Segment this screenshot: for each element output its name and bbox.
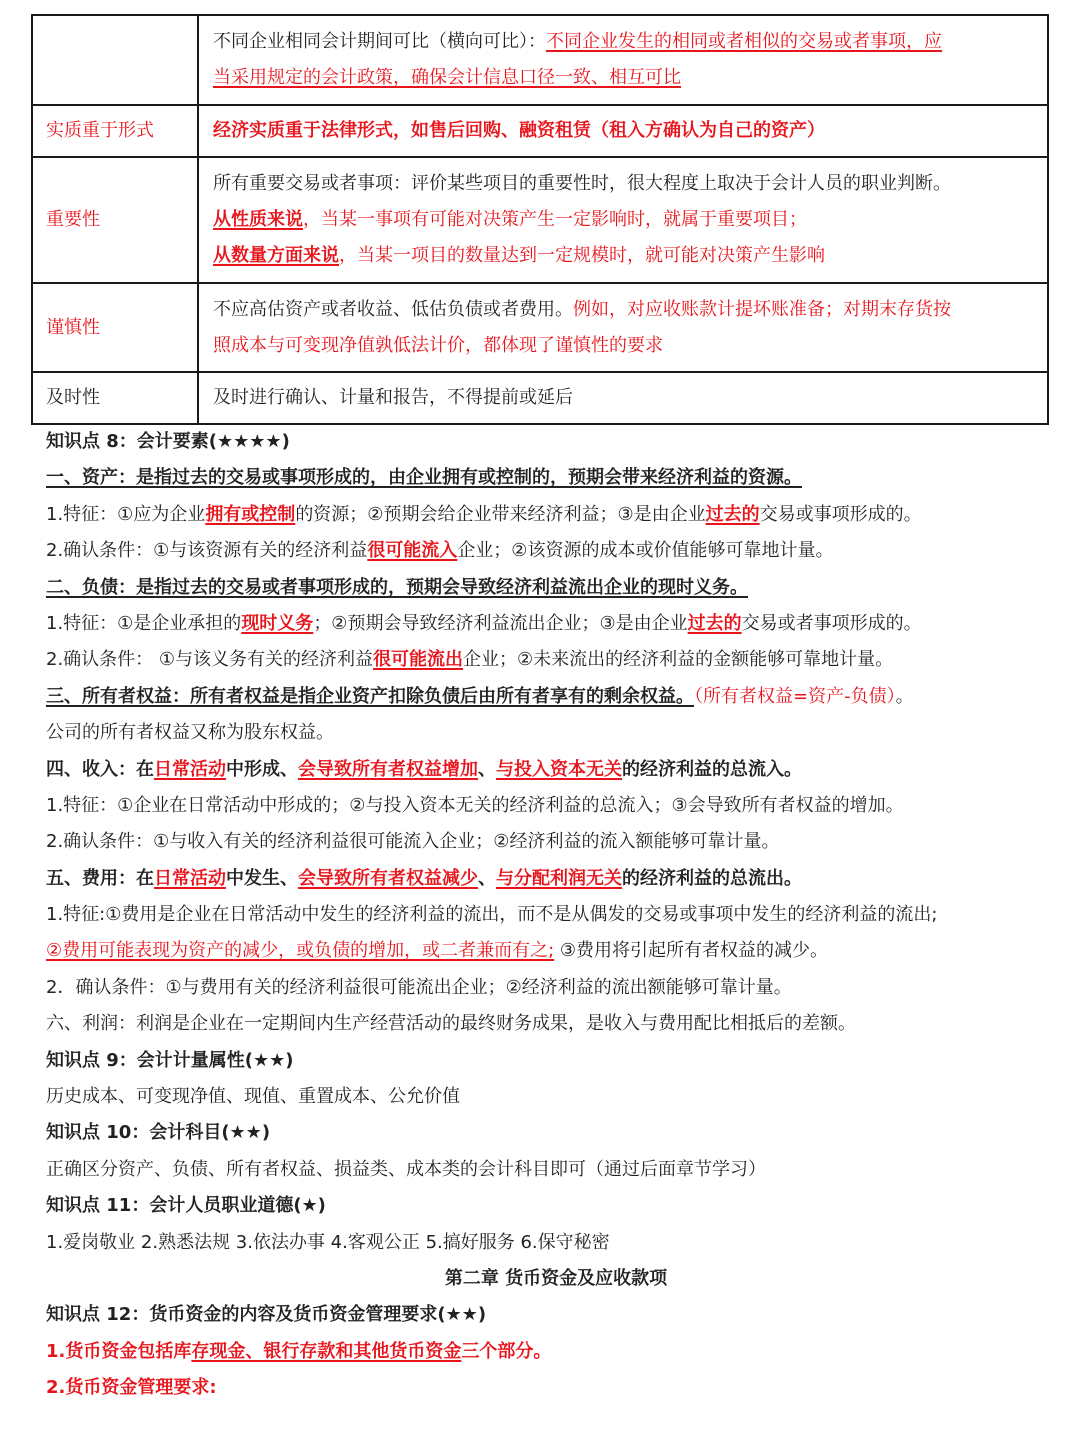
table-row: [32, 105, 1048, 157]
revenue-features: 1.特征：①企业在日常活动中形成的；②与投入资本无关的经济利益的总流入；③会导致所有者权益的增加。: [46, 794, 904, 816]
revenue-conditions: 2.确认条件：①与收入有关的经济利益很可能流入企业；②经济利益的流入额能够可靠计量。: [46, 831, 780, 853]
table-row: [32, 157, 1048, 283]
kp9-title: 知识点 9：会计计量属性(★★): [46, 1049, 294, 1071]
asset-heading: 一、资产：是指过去的交易或事项形成的，由企业拥有或控制的，预期会带来经济利益的资源。: [46, 467, 802, 489]
kp10-title: 知识点 10：会计科目(★★): [46, 1122, 271, 1144]
kp8-title: 知识点 8：会计要素(★★★★): [46, 431, 290, 452]
equity-note: 公司的所有者权益又称为股东权益。: [46, 722, 334, 744]
row-content: 及时进行确认、计量和报告，不得提前或延后: [198, 372, 1048, 424]
kp9-body: 历史成本、可变现净值、现值、重置成本、公允价值: [46, 1086, 460, 1108]
document-body: [46, 424, 1066, 1407]
liability-heading: 二、负债：是指过去的交易或者事项形成的，预期会导致经济利益流出企业的现时义务。: [46, 576, 748, 598]
row-label: 及时性: [32, 372, 198, 424]
asset-features: 1.特征：①应为企业拥有或控制的资源；②预期会给企业带来经济利益；③是由企业过去的交易或事项形成的。: [46, 503, 922, 525]
row-content: 不应高估资产或者收益、低估负债或者费用。例如，对应收账款计提坏账准备；对期末存货按 照成本与可变现净值孰低法计价，都体现了谨慎性的要求: [198, 283, 1048, 372]
chapter-title: 第二章 货币资金及应收款项: [444, 1267, 668, 1289]
profit-definition: 六、利润：利润是企业在一定期间内生产经营活动的最终财务成果，是收入与费用配比相抵后的差额。: [46, 1013, 856, 1035]
liability-features: 1.特征：①是企业承担的现时义务；②预期会导致经济利益流出企业；③是由企业过去的交易或者事项形成的。: [46, 612, 922, 634]
row-label: 实质重于形式: [32, 105, 198, 157]
row-label: 谨慎性: [32, 283, 198, 372]
table-row: [32, 15, 1048, 105]
expense-features-1: 1.特征:①费用是企业在日常活动中发生的经济利益的流出，而不是从偶发的交易或事项中发生的经济利益的流出;: [46, 904, 938, 926]
kp12-point-2: 2.货币资金管理要求:: [46, 1377, 217, 1399]
expense-features-2: ②费用可能表现为资产的减少，或负债的增加，或二者兼而有之; ③费用将引起所有者权益的减少。: [46, 940, 829, 962]
revenue-heading: 四、收入：在日常活动中形成、会导致所有者权益增加、与投入资本无关的经济利益的总流入。: [46, 758, 802, 780]
row-content: 经济实质重于法律形式，如售后回购、融资租赁（租入方确认为自己的资产）: [198, 105, 1048, 157]
table-row: [32, 283, 1048, 372]
kp11-title: 知识点 11：会计人员职业道德(★): [46, 1195, 326, 1217]
row-content: 所有重要交易或者事项：评价某些项目的重要性时，很大程度上取决于会计人员的职业判断。 从性质来说，当某一事项有可能对决策产生一定影响时，就属于重要项目； 从数量方面来说，当某一项目的数量达到一定规模时，就可能对决策产生影响: [198, 157, 1048, 283]
table-row: [32, 372, 1048, 424]
row-label: 重要性: [32, 157, 198, 283]
kp12-title: 知识点 12：货币资金的内容及货币资金管理要求(★★): [46, 1304, 487, 1326]
asset-conditions: 2.确认条件：①与该资源有关的经济利益很可能流入企业；②该资源的成本或价值能够可靠地计量。: [46, 540, 834, 562]
row-content: 不同企业相同会计期间可比（横向可比）：不同企业发生的相同或者相似的交易或者事项，应 当采用规定的会计政策，确保会计信息口径一致、相互可比: [198, 15, 1048, 105]
equity-heading: 三、所有者权益：所有者权益是指企业资产扣除负债后由所有者享有的剩余权益。（所有者权益=资产-负债）。: [46, 685, 914, 707]
expense-conditions: 2．确认条件：①与费用有关的经济利益很可能流出企业；②经济利益的流出额能够可靠计量。: [46, 976, 792, 998]
kp12-point-1: 1.货币资金包括库存现金、银行存款和其他货币资金三个部分。: [46, 1340, 552, 1362]
kp11-body: 1.爱岗敬业 2.熟悉法规 3.依法办事 4.客观公正 5.搞好服务 6.保守秘密: [46, 1231, 610, 1253]
accounting-principles-table: [31, 14, 1049, 425]
kp10-body: 正确区分资产、负债、所有者权益、损益类、成本类的会计科目即可（通过后面章节学习）: [46, 1158, 766, 1180]
row-label: [32, 15, 198, 105]
liability-conditions: 2.确认条件： ①与该义务有关的经济利益很可能流出企业；②未来流出的经济利益的金额能够可靠地计量。: [46, 649, 894, 671]
expense-heading: 五、费用：在日常活动中发生、会导致所有者权益减少、与分配利润无关的经济利益的总流出。: [46, 867, 802, 889]
